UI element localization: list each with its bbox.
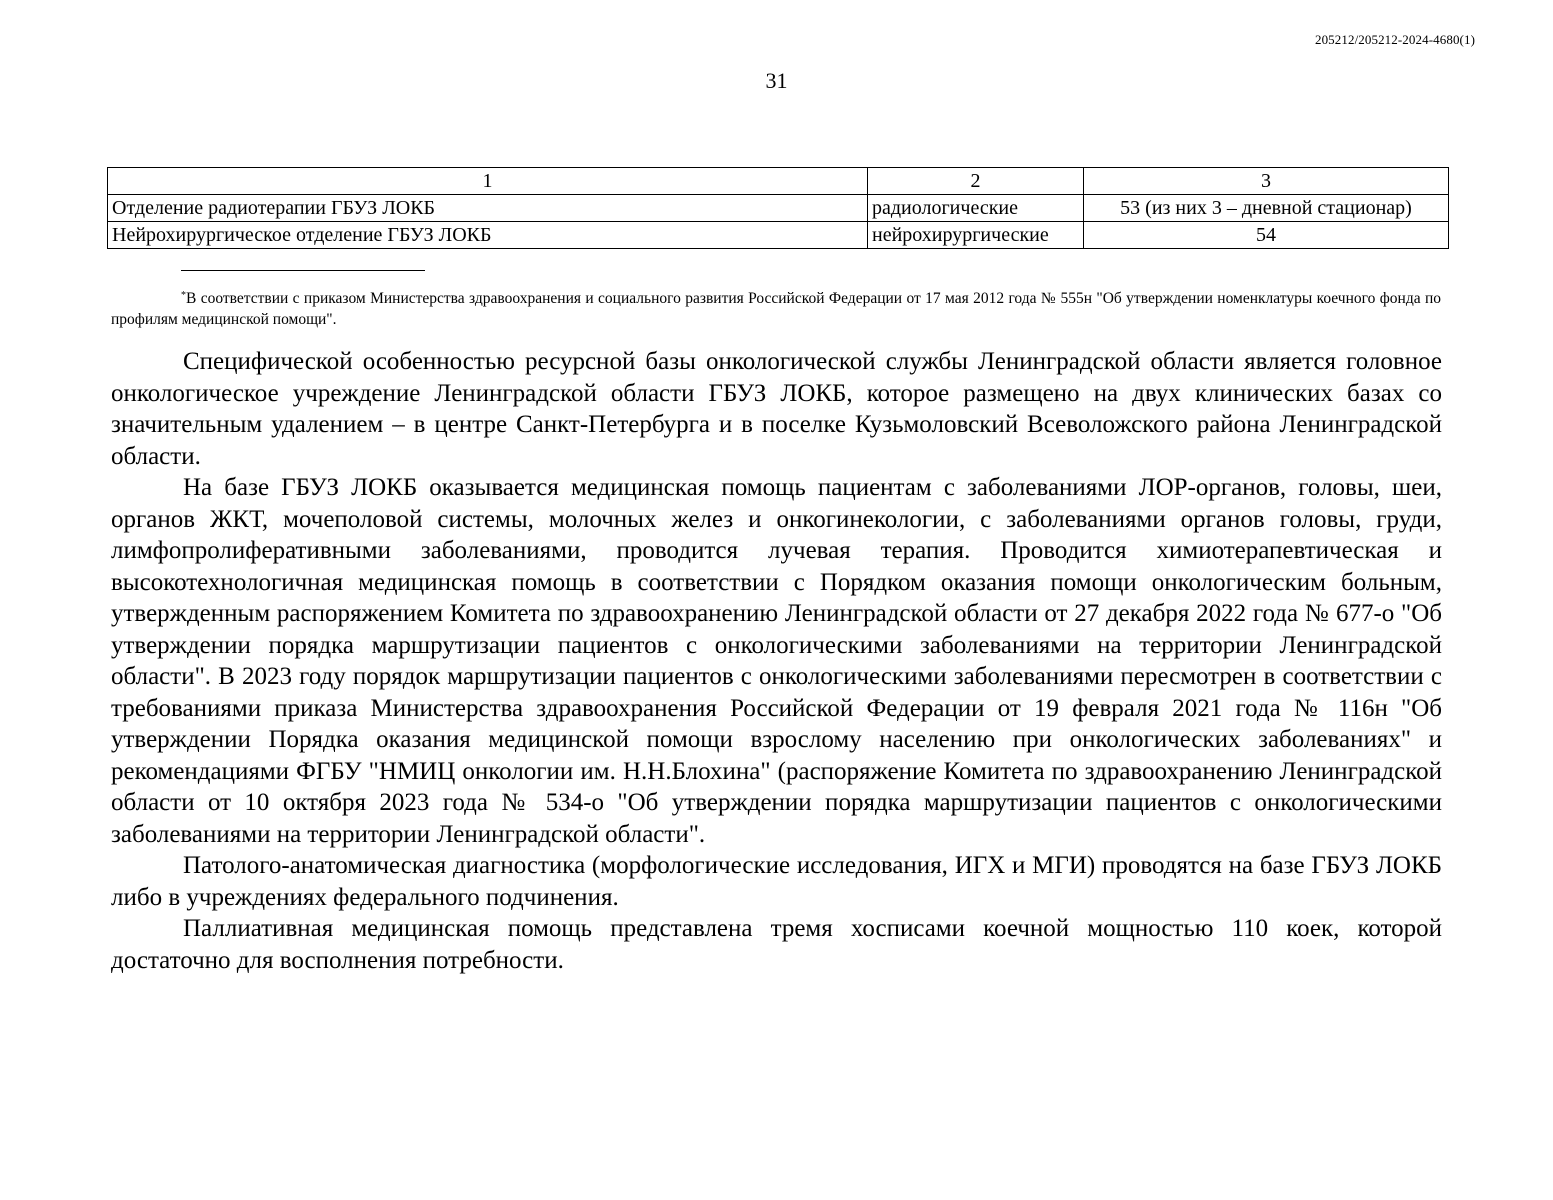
main-text [111, 346, 1442, 976]
table-row [108, 195, 1449, 222]
footnote-marker: * [181, 290, 186, 301]
paragraph: На базе ГБУЗ ЛОКБ оказывается медицинская помощь пациентам с заболеваниями ЛОР-органов, головы, шеи, органов ЖКТ, мочеполовой системы, молочных желез и онкогинекологии, с заболеваниями органов головы, груди, лимфопролиферативными заболеваниями, проводится лучевая терапия. Проводится химиотерапевтическая и высокотехнологичная медицинская помощь в соответствии с Порядком оказания помощи онкологическим больным, утвержденным распоряжением Комитета по здравоохранению Ленинградской области от 27 декабря 2022 года № 677-о "Об утверждении порядка маршрутизации пациентов с онкологическими заболеваниями на территории Ленинградской области". В 2023 году порядок маршрутизации пациентов с онкологическими заболеваниями пересмотрен в соответствии с требованиями приказа Министерства здравоохранения Российской Федерации от 19 февраля 2021 года № 116н "Об утверждении Порядка оказания медицинской помощи взрослому населению при онкологических заболеваниях" и рекомендациями ФГБУ "НМИЦ онкологии им. Н.Н.Блохина" (распоряжение Комитета по здравоохранению Ленинградской области от 10 октября 2023 года № 534-о "Об утверждении порядка маршрутизации пациентов с онкологическими заболеваниями на территории Ленинградской области". [111, 474, 1442, 848]
column-number-1: 1 [108, 168, 868, 195]
department-cell: Отделение радиотерапии ГБУЗ ЛОКБ [108, 195, 868, 222]
beds-cell: 53 (из них 3 – дневной стационар) [1084, 195, 1449, 222]
bed-fund-table [107, 167, 1449, 249]
department-cell: Нейрохирургическое отделение ГБУЗ ЛОКБ [108, 222, 868, 249]
document-id: 205212/205212-2024-4680(1) [1314, 32, 1475, 47]
paragraph: Специфической особенностью ресурсной базы онкологической службы Ленинградской области является головное онкологическое учреждение Ленинградской области ГБУЗ ЛОКБ, которое размещено на двух клинических базах со значительным удалением – в центре Санкт-Петербурга и в поселке Кузьмоловский Всеволожского района Ленинградской области. [111, 348, 1442, 470]
table-header-row [108, 168, 1449, 195]
profile-cell: нейрохирургические [868, 222, 1084, 249]
column-number-2: 2 [868, 168, 1084, 195]
table-row [108, 222, 1449, 249]
paragraph: Паллиативная медицинская помощь представлена тремя хосписами коечной мощностью 110 коек, которой достаточно для восполнения потребности. [111, 915, 1442, 974]
paragraph: Патолого-анатомическая диагностика (морфологические исследования, ИГХ и МГИ) проводятся на базе ГБУЗ ЛОКБ либо в учреждениях федерального подчинения. [111, 852, 1442, 911]
footnote-divider [181, 270, 425, 271]
page-number: 31 [765, 68, 788, 93]
beds-cell: 54 [1084, 222, 1449, 249]
profile-cell: радиологические [868, 195, 1084, 222]
footnote [111, 285, 1441, 330]
footnote-text: В соответствии с приказом Министерства здравоохранения и социального развития Российской Федерации от 17 мая 2012 года № 555н "Об утверждении номенклатуры коечного фонда по профилям медицинской помощи". [111, 290, 1441, 328]
column-number-3: 3 [1084, 168, 1449, 195]
